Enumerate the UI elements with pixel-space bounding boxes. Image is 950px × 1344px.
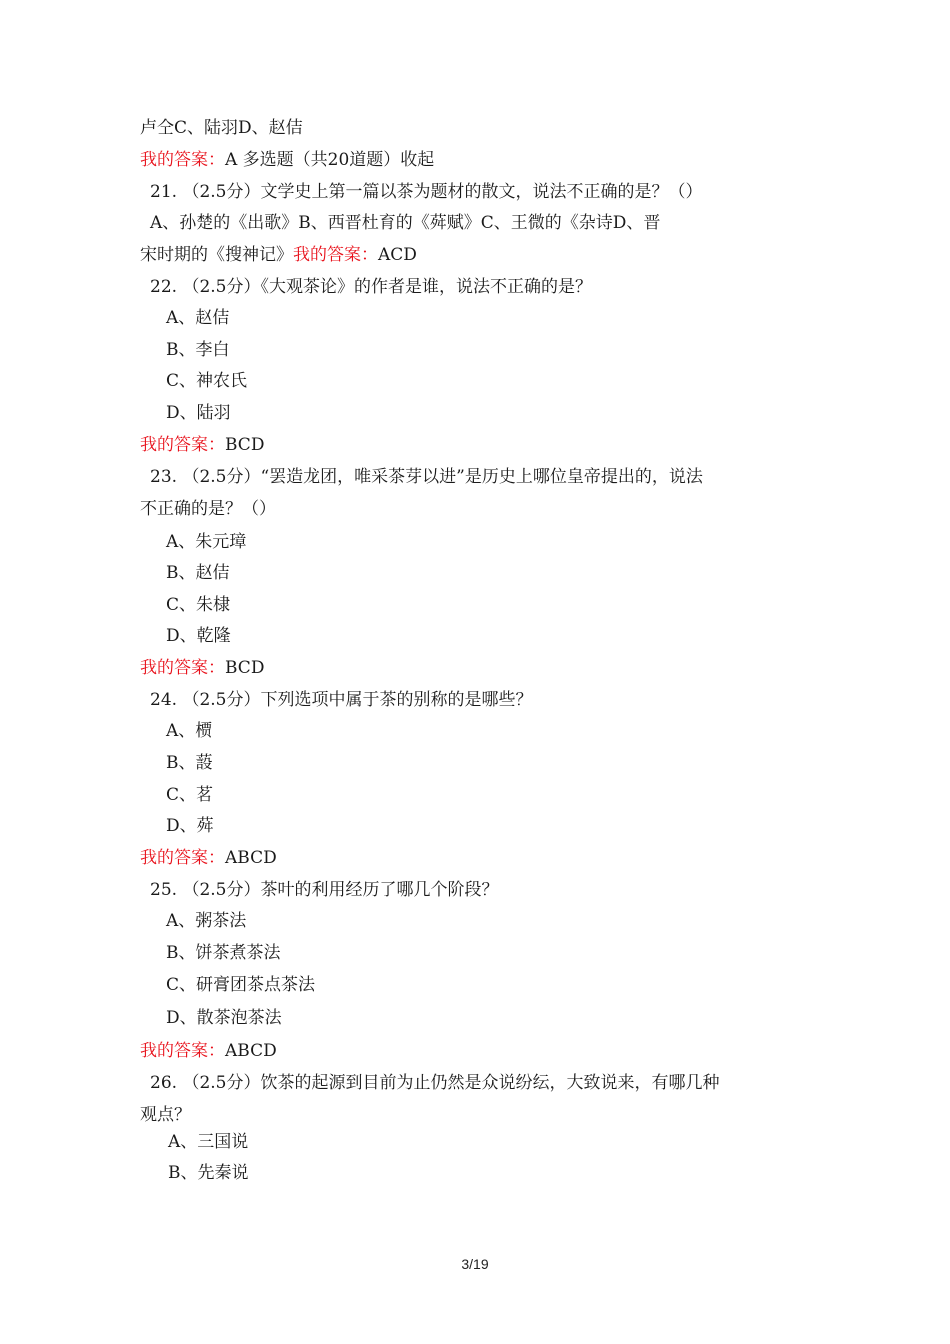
option-a: A、赵佶 — [166, 308, 230, 328]
question-26-continued: 观点？ — [140, 1105, 191, 1125]
option-c: C、神农氏 — [166, 371, 248, 391]
option-d: D、乾隆 — [166, 626, 231, 646]
answer-line: 宋时期的《搜神记》我的答案：ACD — [140, 245, 417, 265]
option-line: A、孙楚的《出歌》B、西晋杜育的《荈赋》C、王微的《杂诗D、晋 — [150, 213, 661, 233]
page-number: 3/19 — [461, 1256, 489, 1272]
option-b: B、先秦说 — [168, 1163, 249, 1183]
option-d: D、荈 — [166, 816, 214, 836]
answer-line: 我的答案：BCD — [140, 658, 265, 678]
option-d: D、散茶泡茶法 — [166, 1008, 282, 1028]
my-answer-label: 我的答案： — [140, 1041, 225, 1061]
question-26: 26. （2.5分）饮茶的起源到目前为止仍然是众说纷纭，大致说来，有哪几种 — [150, 1073, 720, 1093]
option-b: B、李白 — [166, 340, 230, 360]
option-c: C、研膏团茶点茶法 — [166, 975, 316, 995]
option-d: D、陆羽 — [166, 403, 231, 423]
my-answer-label: 我的答案： — [140, 150, 225, 170]
question-24: 24. （2.5分）下列选项中属于茶的别称的是哪些？ — [150, 690, 533, 710]
my-answer-label: 我的答案： — [293, 245, 378, 265]
my-answer-label: 我的答案： — [140, 848, 225, 868]
question-25: 25. （2.5分）茶叶的利用经历了哪几个阶段？ — [150, 880, 499, 900]
question-22: 22. （2.5分）《大观茶论》的作者是谁，说法不正确的是？ — [150, 277, 592, 297]
option-a: A、三国说 — [168, 1132, 249, 1152]
question-23-continued: 不正确的是？（） — [140, 499, 276, 519]
option-c: C、朱棣 — [166, 595, 231, 615]
option-c: C、茗 — [166, 785, 214, 805]
option-a: A、粥茶法 — [166, 911, 247, 931]
answer-line: 我的答案：ABCD — [140, 1041, 277, 1061]
option-b: B、饼茶煮茶法 — [166, 943, 281, 963]
answer-line: 我的答案：BCD — [140, 435, 265, 455]
question-21: 21. （2.5分）文学史上第一篇以茶为题材的散文，说法不正确的是？（） — [150, 182, 703, 202]
option-a: A、朱元璋 — [166, 532, 247, 552]
question-23: 23. （2.5分）“罢造龙团，唯采茶芽以进”是历史上哪位皇帝提出的，说法 — [150, 467, 703, 487]
option-b: B、蔎 — [166, 753, 213, 773]
option-a: A、槚 — [166, 721, 213, 741]
answer-line: 我的答案：A 多选题（共20道题）收起 — [140, 150, 435, 170]
my-answer-label: 我的答案： — [140, 435, 225, 455]
option-line: 卢仝C、陆羽D、赵佶 — [140, 118, 303, 138]
option-b: B、赵佶 — [166, 563, 230, 583]
answer-line: 我的答案：ABCD — [140, 848, 277, 868]
my-answer-label: 我的答案： — [140, 658, 225, 678]
